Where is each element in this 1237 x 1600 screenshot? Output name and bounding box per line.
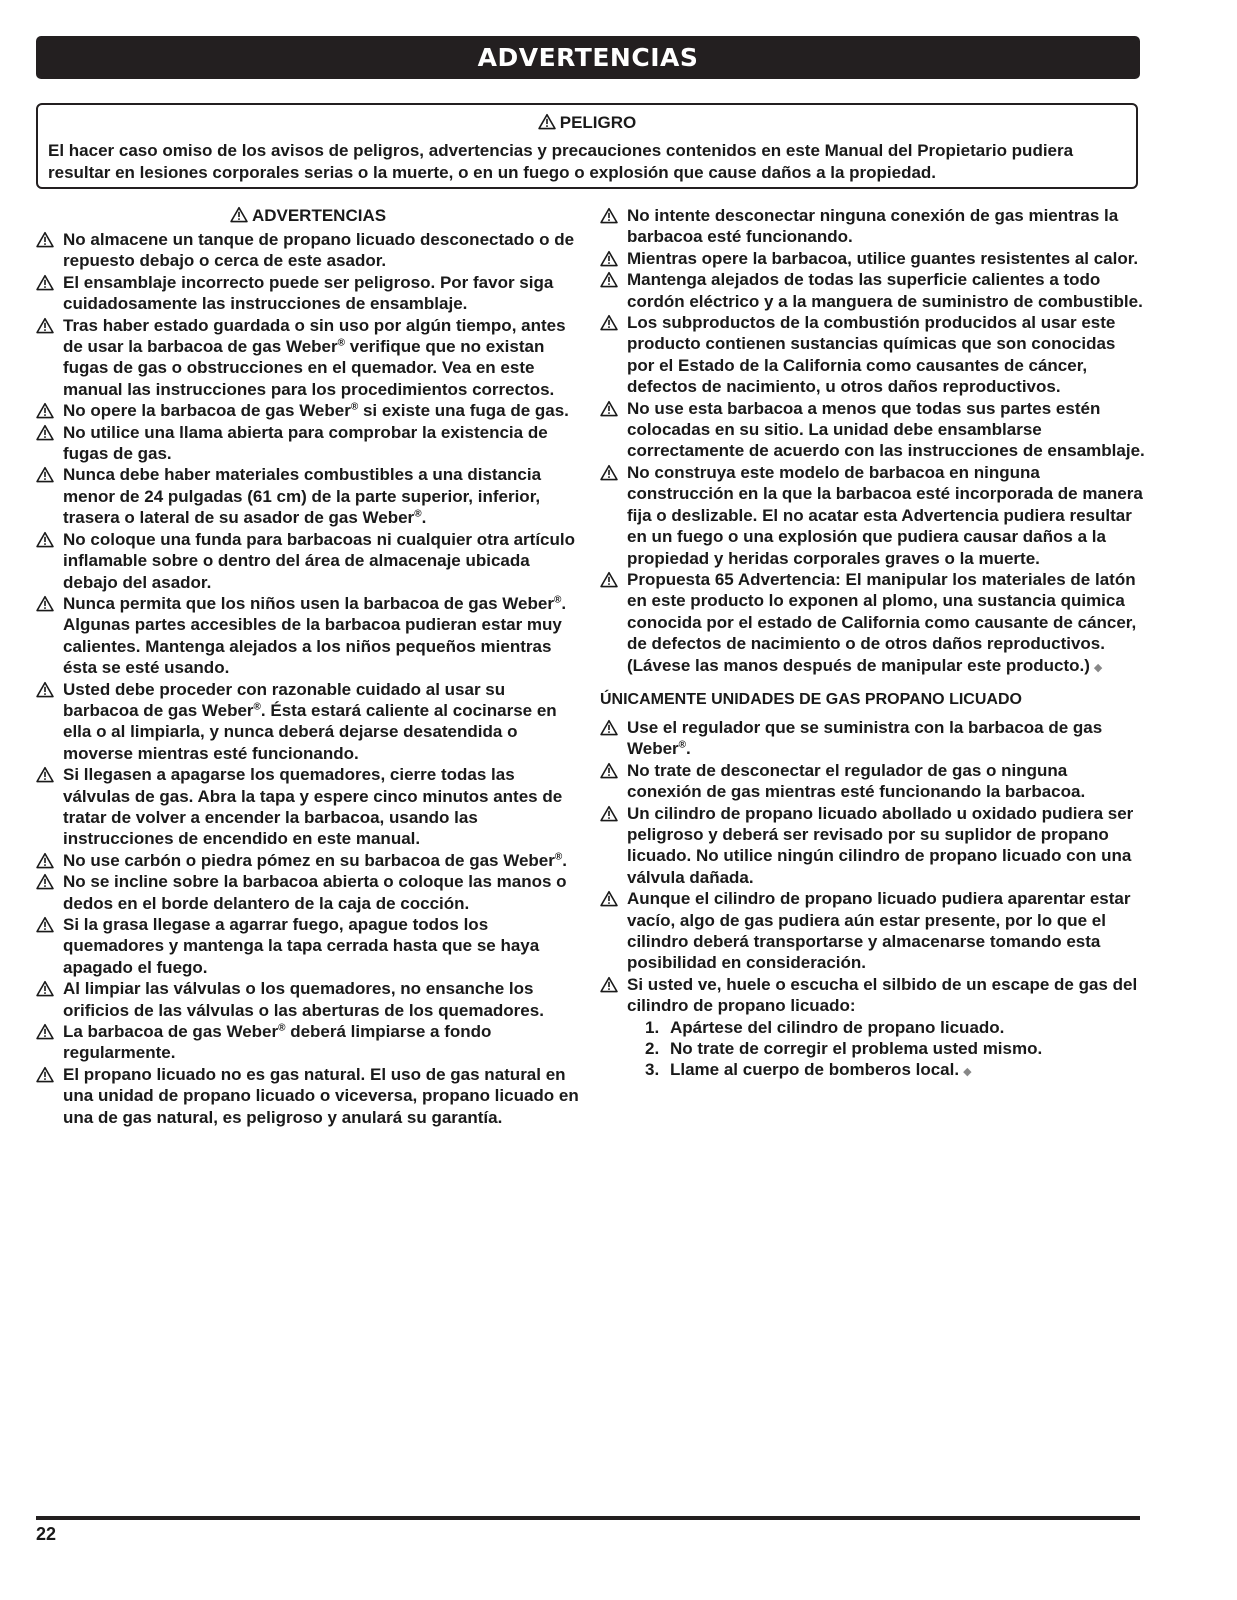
warning-text: Aunque el cilindro de propano licuado pudiera aparentar estar vacío, algo de gas pudiera aún estar presente, por lo que el cilindro deberá transportarse y almacenarse tomando esta posibilidad en consideración. xyxy=(627,889,1131,973)
warning-text: No use esta barbacoa a menos que todas sus partes estén colocadas en su sitio. La unidad debe ensamblarse correctamente de acuerdo con las instrucciones de ensamblaje. xyxy=(627,398,1145,461)
registered-mark: ® xyxy=(553,594,562,606)
warning-item xyxy=(36,978,580,1021)
danger-heading-label: PELIGRO xyxy=(559,113,637,132)
warning-triangle-icon xyxy=(600,400,618,417)
warning-item xyxy=(36,850,580,871)
warning-item xyxy=(36,464,580,528)
step-item xyxy=(645,1038,1145,1059)
warning-triangle-icon xyxy=(600,762,618,779)
right-column xyxy=(600,205,1145,1084)
step-item xyxy=(645,1017,1145,1038)
registered-mark: ® xyxy=(337,337,346,349)
warning-triangle-icon xyxy=(600,464,618,481)
lp-warning-list xyxy=(600,717,1145,1017)
warning-triangle-icon xyxy=(36,980,54,997)
warning-triangle-icon xyxy=(36,766,54,783)
registered-mark: ® xyxy=(678,739,687,751)
warning-triangle-icon xyxy=(600,571,618,588)
warning-triangle-icon xyxy=(36,1066,54,1083)
warning-item xyxy=(600,974,1145,1017)
warning-text: No use carbón o piedra pómez en su barbacoa de gas Weber xyxy=(63,850,555,870)
prop65-note xyxy=(600,655,1145,679)
warning-text: El ensamblaje incorrecto puede ser peligroso. Por favor siga cuidadosamente las instrucciones de ensamblaje. xyxy=(63,272,554,314)
registered-mark: ® xyxy=(278,1022,286,1034)
warning-triangle-icon xyxy=(36,595,54,612)
lp-steps-list xyxy=(600,1017,1145,1084)
registered-mark: ® xyxy=(253,701,261,713)
warning-text: Nunca debe haber materiales combustibles a una distancia menor de 24 pulgadas (61 cm) de la parte superior, inferior, trasera o lateral de su asador de gas Weber xyxy=(63,465,542,528)
warning-item xyxy=(600,717,1145,760)
warning-triangle-icon xyxy=(36,852,54,869)
warning-item xyxy=(600,269,1145,312)
right-warning-list xyxy=(600,205,1145,655)
warning-text: Nunca permita que los niños usen la barbacoa de gas Weber xyxy=(63,593,554,613)
warning-text: Si usted ve, huele o escucha el silbido de un escape de gas del cilindro de propano licuado: xyxy=(627,974,1138,1016)
registered-mark: ® xyxy=(350,401,359,413)
warnings-heading-label: ADVERTENCIAS xyxy=(251,206,387,225)
left-column xyxy=(36,205,580,1128)
diamond-end-icon: ◆ xyxy=(963,1066,972,1079)
danger-heading xyxy=(48,112,1126,134)
warning-text: No se incline sobre la barbacoa abierta o coloque las manos o dedos en el borde delantero de la caja de cocción. xyxy=(63,872,567,913)
warning-text: Tras haber estado guardada o sin uso por algún tiempo, antes de usar la barbacoa de gas Weber xyxy=(63,315,566,357)
warning-triangle-icon xyxy=(36,916,54,933)
warning-triangle-icon xyxy=(600,890,618,907)
warning-triangle-icon xyxy=(600,250,618,267)
warning-text: No intente desconectar ninguna conexión de gas mientras la barbacoa esté funcionando. xyxy=(627,206,1119,247)
warning-item xyxy=(600,569,1145,655)
warning-triangle-icon xyxy=(36,317,54,334)
diamond-end-icon: ◆ xyxy=(1093,661,1103,674)
warning-text: Use el regulador que se suministra con la barbacoa de gas Weber xyxy=(627,717,1103,759)
warning-triangle-icon xyxy=(600,805,618,822)
warning-item xyxy=(36,914,580,978)
registered-mark: ® xyxy=(554,851,563,863)
warning-item xyxy=(600,462,1145,569)
step-text: Apártese del cilindro de propano licuado. xyxy=(670,1017,1005,1037)
page-title: ADVERTENCIAS xyxy=(477,43,699,72)
warning-item xyxy=(600,888,1145,974)
warning-item xyxy=(36,1064,580,1128)
step-text: No trate de corregir el problema usted mismo. xyxy=(670,1039,1043,1059)
warning-triangle-icon xyxy=(600,719,618,736)
warning-item xyxy=(36,529,580,593)
footer-rule xyxy=(36,1516,1140,1520)
warning-triangle-icon xyxy=(600,271,618,288)
warning-item xyxy=(600,312,1145,398)
registered-mark: ® xyxy=(414,508,422,520)
warning-text: No construya este modelo de barbacoa en ninguna construcción en la que la barbacoa esté incorporada de manera fija o deslizable. El no acatar esta Advertencia pudiera resultar en un fuego o una explosión que pudiera causar daños a la propiedad y heridas corporales graves o la muerte. xyxy=(627,462,1143,568)
warning-text-cont: deberá limpiarse a fondo regularmente. xyxy=(63,1022,492,1063)
warning-item xyxy=(36,272,580,315)
warning-text-cont: . xyxy=(562,850,567,870)
warning-triangle-icon xyxy=(538,113,556,130)
step-number: 2. xyxy=(645,1039,660,1059)
warning-triangle-icon xyxy=(36,402,54,419)
step-item xyxy=(645,1059,1145,1083)
page-number: 22 xyxy=(36,1524,57,1544)
prop65-note-list xyxy=(600,655,1145,679)
warning-text: Propuesta 65 Advertencia: El manipular los materiales de latón en este producto lo exponen al plomo, una sustancia quimica conocida por el estado de California como causante de cáncer, de defectos de nacimiento o de otros daños reproductivos. xyxy=(627,569,1137,654)
warning-triangle-icon xyxy=(36,681,54,698)
warning-text: La barbacoa de gas Weber xyxy=(63,1022,279,1042)
warning-item xyxy=(36,229,580,272)
warnings-heading xyxy=(36,205,580,227)
warning-item xyxy=(36,679,580,765)
warning-text-cont: verifique que no existan fugas de gas o obstrucciones en el quemador. Vea en este manual las instrucciones para los procedimientos correctos. xyxy=(63,337,555,399)
warning-triangle-icon xyxy=(36,231,54,248)
warning-text: No opere la barbacoa de gas Weber xyxy=(63,401,351,421)
warning-item xyxy=(600,803,1145,889)
warning-item xyxy=(600,205,1145,248)
warning-text: Usted debe proceder con razonable cuidado al usar su barbacoa de gas Weber xyxy=(63,679,506,720)
step-text: Llame al cuerpo de bomberos local. xyxy=(670,1060,960,1080)
warning-text-cont: . xyxy=(686,739,691,759)
warning-item xyxy=(36,764,580,850)
warning-item xyxy=(36,1021,580,1064)
section-title-bar xyxy=(36,36,1140,79)
left-warning-list xyxy=(36,229,580,1128)
warning-item xyxy=(36,400,580,421)
warning-item xyxy=(36,593,580,679)
step-number: 1. xyxy=(645,1017,660,1037)
warning-item xyxy=(600,248,1145,269)
warning-triangle-icon xyxy=(230,206,248,223)
warning-triangle-icon xyxy=(600,207,618,224)
warning-item xyxy=(600,760,1145,803)
warning-item xyxy=(36,422,580,465)
warning-text: Si la grasa llegase a agarrar fuego, apague todos los quemadores y mantenga la tapa cerrada hasta que se haya apagado el fuego. xyxy=(63,915,540,977)
warning-triangle-icon xyxy=(36,274,54,291)
warning-text: Si llegasen a apagarse los quemadores, cierre todas las válvulas de gas. Abra la tapa y espere cinco minutos antes de tratar de volver a encender la barbacoa, usando las instrucciones de encendido en este manual. xyxy=(63,765,563,849)
warning-text: Un cilindro de propano licuado abollado u oxidado pudiera ser peligroso y deberá ser revisado por su suplidor de propano licuado. No utilice ningún cilindro de propano licuado con una válvula dañada. xyxy=(627,803,1134,887)
warning-text-cont: . Ésta estará caliente al cocinarse en ella o al limpiarla, y nunca deberá dejarse desatendida o moverse mientras esté funcionando. xyxy=(63,700,557,763)
warning-text: Mientras opere la barbacoa, utilice guantes resistentes al calor. xyxy=(627,248,1139,268)
warning-text: Al limpiar las válvulas o los quemadores, no ensanche los orificios de las válvulas o las aberturas de los quemadores. xyxy=(63,979,544,1020)
warning-text: Los subproductos de la combustión producidos al usar este producto contienen sustancias químicas que son conocidas por el Estado de la California como causantes de cáncer, defectos de nacimiento, u otros daños reproductivos. xyxy=(627,313,1116,397)
warning-triangle-icon xyxy=(36,873,54,890)
warning-text-cont: . xyxy=(421,508,427,528)
warning-triangle-icon xyxy=(36,424,54,441)
warning-triangle-icon xyxy=(600,976,618,993)
warning-triangle-icon xyxy=(36,1023,54,1040)
warning-text: No trate de desconectar el regulador de gas o ninguna conexión de gas mientras esté funcionando la barbacoa. xyxy=(627,760,1086,802)
warning-text: No coloque una funda para barbacoas ni cualquier otra artículo inflamable sobre o dentro del área de almacenaje ubicada debajo del asador. xyxy=(63,529,575,592)
warning-item xyxy=(36,871,580,914)
warning-triangle-icon xyxy=(36,531,54,548)
danger-box xyxy=(36,103,1138,189)
warning-triangle-icon xyxy=(600,314,618,331)
step-number: 3. xyxy=(645,1060,660,1080)
warning-text: El propano licuado no es gas natural. El uso de gas natural en una unidad de propano licuado o viceversa, propano licuado en una de gas natural, es peligroso y anulará su garantía. xyxy=(63,1064,579,1127)
warning-item xyxy=(36,315,580,401)
lp-heading: ÚNICAMENTE UNIDADES DE GAS PROPANO LICUADO xyxy=(600,690,1022,708)
warning-text-cont: si existe una fuga de gas. xyxy=(358,401,569,421)
warning-triangle-icon xyxy=(36,466,54,483)
warning-text: No utilice una llama abierta para comprobar la existencia de fugas de gas. xyxy=(63,422,548,464)
danger-text: El hacer caso omiso de los avisos de peligros, advertencias y precauciones contenidos en este Manual del Propietario pudiera resultar en lesiones corporales serias o la muerte, o en un fuego o explosión que cause daños a la propiedad. xyxy=(48,141,1074,182)
prop65-note-text: (Lávese las manos después de manipular este producto.) xyxy=(627,655,1090,675)
warning-text: Mantenga alejados de todas las superficie calientes a todo cordón eléctrico y a la manguera de suministro de combustible. xyxy=(627,270,1143,311)
warning-text: No almacene un tanque de propano licuado desconectado o de repuesto debajo o cerca de este asador. xyxy=(63,230,575,271)
warning-text-cont: . Algunas partes accesibles de la barbacoa pudieran estar muy calientes. Mantenga alejados a los niños pequeños mientras ésta se esté usando. xyxy=(63,593,567,678)
warning-item xyxy=(600,398,1145,462)
